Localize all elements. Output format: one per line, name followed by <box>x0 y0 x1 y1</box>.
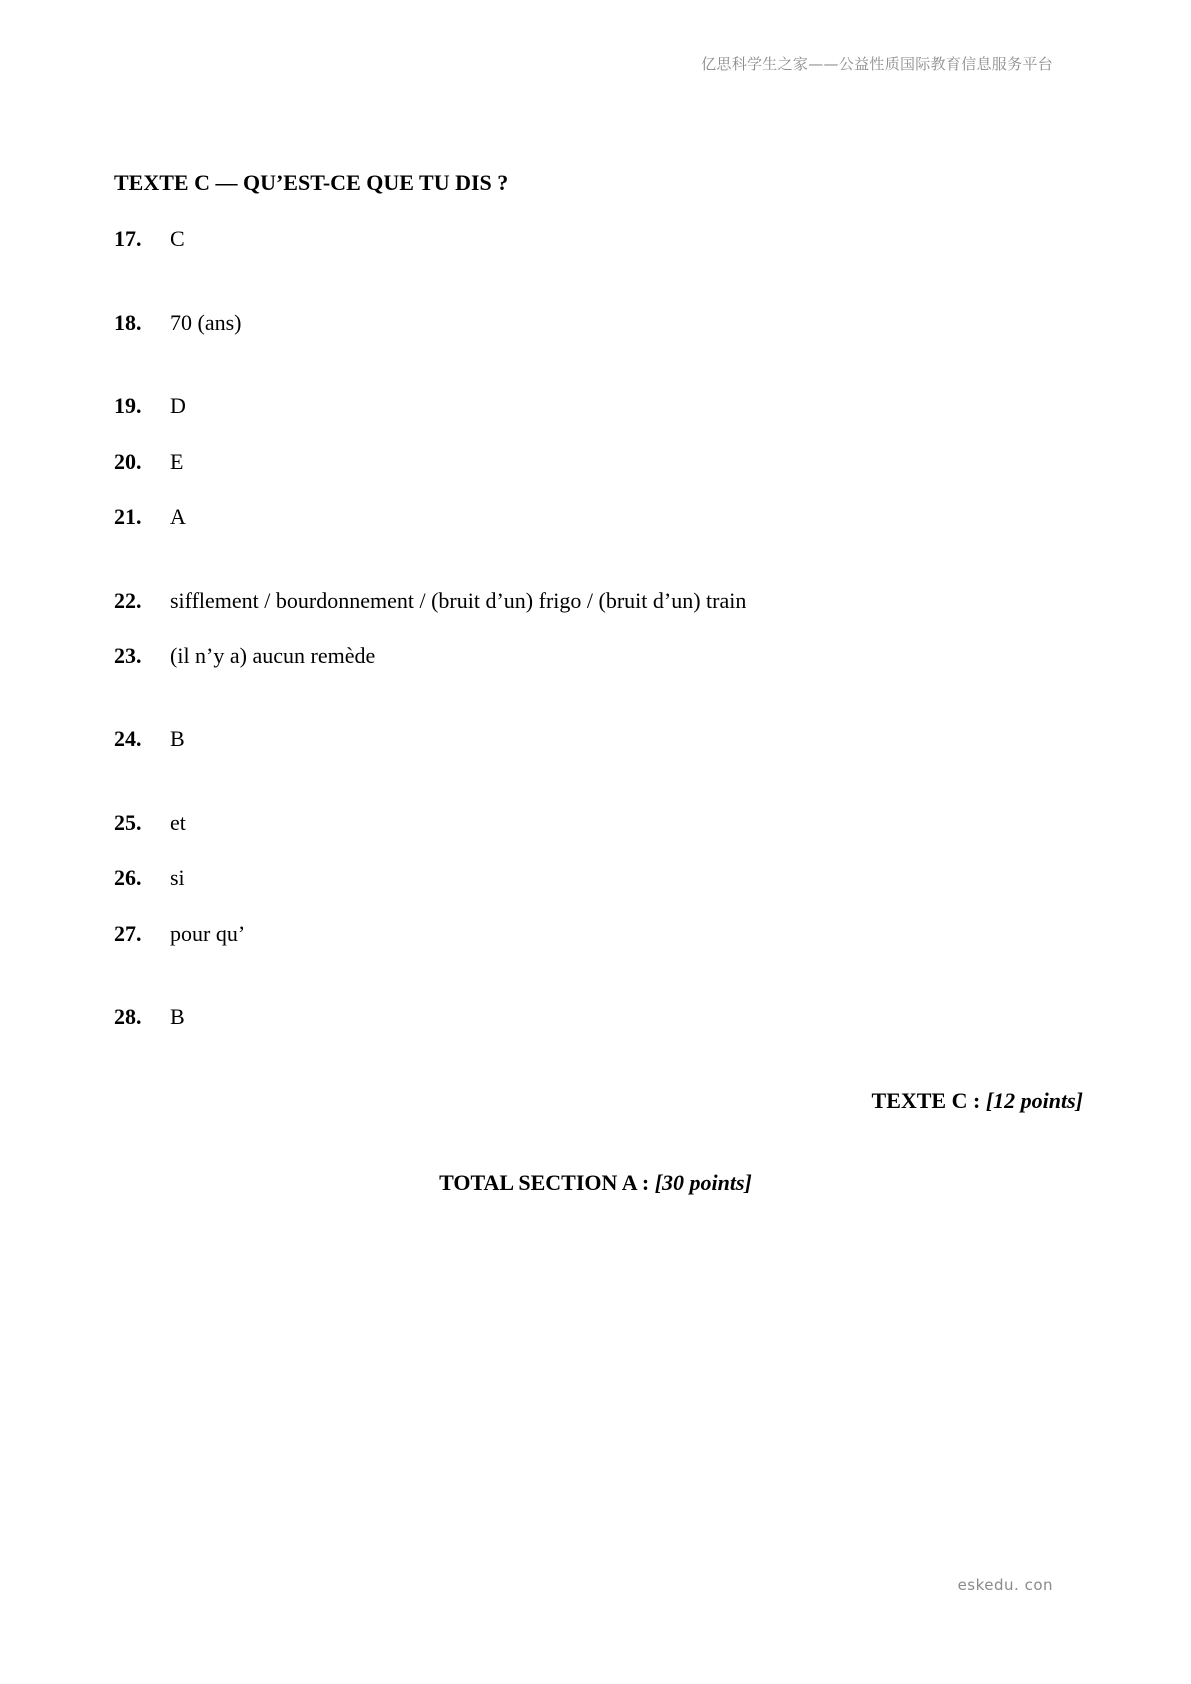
answer-number: 24. <box>114 726 142 751</box>
answer-row <box>114 391 186 421</box>
section-title: TEXTE C — QU’EST-CE QUE TU DIS ? <box>114 170 509 195</box>
total-score-points: [30 points] <box>654 1170 752 1195</box>
answer-number: 22. <box>114 588 142 613</box>
answer-row <box>114 502 186 532</box>
answer-number: 28. <box>114 1004 142 1029</box>
answer-text: et <box>170 810 186 835</box>
section-score-points: [12 points] <box>985 1088 1083 1113</box>
answer-text: si <box>170 865 185 890</box>
total-score <box>0 1170 1191 1196</box>
footer-watermark: eskedu. con <box>957 1576 1053 1594</box>
answer-text: B <box>170 726 185 751</box>
answer-number: 21. <box>114 504 142 529</box>
answer-text: (il n’y a) aucun remède <box>170 643 376 668</box>
answer-number: 23. <box>114 643 142 668</box>
answer-number: 18. <box>114 310 142 335</box>
answer-number: 27. <box>114 921 142 946</box>
answer-number: 17. <box>114 226 142 251</box>
section-score-label: TEXTE C : <box>871 1088 986 1113</box>
answer-number: 20. <box>114 449 142 474</box>
answer-text: C <box>170 226 185 251</box>
answer-number: 19. <box>114 393 142 418</box>
answer-text: B <box>170 1004 185 1029</box>
answer-row <box>114 224 185 254</box>
answer-text: sifflement / bourdonnement / (bruit d’un) frigo / (bruit d’un) train <box>170 588 747 613</box>
answer-row <box>114 808 186 838</box>
answer-text: A <box>170 504 186 529</box>
section-score <box>872 1088 1083 1114</box>
answer-row <box>114 447 183 477</box>
header-watermark: 亿思科学生之家——公益性质国际教育信息服务平台 <box>701 55 1053 73</box>
answer-row <box>114 308 241 338</box>
answer-row <box>114 919 245 949</box>
answer-row <box>114 641 375 671</box>
answer-text: E <box>170 449 184 474</box>
answer-row <box>114 724 185 754</box>
answer-row <box>114 1002 185 1032</box>
answer-text: 70 (ans) <box>170 310 242 335</box>
answer-text: pour qu’ <box>170 921 246 946</box>
answer-text: D <box>170 393 186 418</box>
answer-row <box>114 863 185 893</box>
answer-number: 25. <box>114 810 142 835</box>
answer-number: 26. <box>114 865 142 890</box>
total-score-label: TOTAL SECTION A : <box>439 1170 655 1195</box>
answer-row <box>114 586 746 616</box>
